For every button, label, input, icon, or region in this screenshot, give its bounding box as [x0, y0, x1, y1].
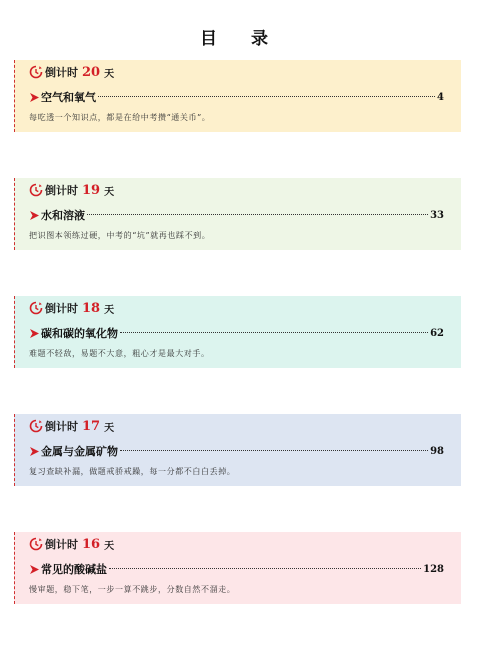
page-number: 4: [437, 91, 444, 103]
clock-icon: [29, 65, 43, 79]
dot-leader: [120, 449, 428, 451]
countdown-header: [29, 64, 114, 80]
countdown-label: 倒计时: [45, 184, 78, 197]
toc-entry[interactable]: [29, 89, 444, 105]
section-day-20: [14, 60, 461, 132]
countdown-label: 倒计时: [45, 302, 78, 315]
page-number: 62: [430, 327, 444, 339]
page-number: 98: [430, 445, 444, 457]
dot-leader: [109, 567, 421, 569]
arrow-icon: [29, 564, 40, 575]
toc-entry[interactable]: [29, 325, 444, 341]
countdown-label: 倒计时: [45, 66, 78, 79]
toc-title: 空气和氧气: [41, 91, 96, 104]
day-number: 20: [82, 64, 101, 80]
day-unit: 天: [104, 304, 115, 316]
motto-text: 每吃透一个知识点，都是在给中考攒“通关币”。: [29, 113, 211, 122]
toc-title: 金属与金属矿物: [41, 445, 118, 458]
day-unit: 天: [104, 186, 115, 198]
dot-leader: [120, 331, 428, 333]
countdown-header: [29, 300, 114, 316]
arrow-icon: [29, 446, 40, 457]
section-day-18: [14, 296, 461, 368]
toc-entry[interactable]: [29, 443, 444, 459]
toc-title: 碳和碳的氧化物: [41, 327, 118, 340]
clock-icon: [29, 537, 43, 551]
motto-text: 把识图本领练过硬，中考的“坑”就再也踩不到。: [29, 231, 211, 240]
clock-icon: [29, 419, 43, 433]
motto-text: 难题不轻敌，易题不大意，粗心才是最大对手。: [29, 349, 210, 358]
day-unit: 天: [104, 68, 115, 80]
day-number: 19: [82, 182, 101, 198]
day-number: 18: [82, 300, 101, 316]
day-number: 17: [82, 418, 101, 434]
dot-leader: [98, 95, 435, 97]
page-number: 128: [423, 563, 444, 575]
arrow-icon: [29, 328, 40, 339]
day-number: 16: [82, 536, 101, 552]
clock-icon: [29, 301, 43, 315]
toc-entry[interactable]: [29, 561, 444, 577]
countdown-header: [29, 536, 114, 552]
motto-text: 复习查缺补漏，做题戒骄戒躁，每一分都不白白丢掉。: [29, 467, 236, 476]
toc-entry[interactable]: [29, 207, 444, 223]
countdown-header: [29, 418, 114, 434]
toc-title: 水和溶液: [41, 209, 85, 222]
clock-icon: [29, 183, 43, 197]
day-unit: 天: [104, 422, 115, 434]
countdown-label: 倒计时: [45, 538, 78, 551]
motto-text: 慢审题，稳下笔，一步一算不跳步，分数自然不溜走。: [29, 585, 236, 594]
page-title: 目 录: [200, 29, 282, 49]
section-day-17: [14, 414, 461, 486]
countdown-header: [29, 182, 114, 198]
dot-leader: [87, 213, 428, 215]
arrow-icon: [29, 210, 40, 221]
section-day-19: [14, 178, 461, 250]
toc-title: 常见的酸碱盐: [41, 563, 107, 576]
arrow-icon: [29, 92, 40, 103]
page-number: 33: [430, 209, 444, 221]
day-unit: 天: [104, 540, 115, 552]
countdown-label: 倒计时: [45, 420, 78, 433]
section-day-16: [14, 532, 461, 604]
